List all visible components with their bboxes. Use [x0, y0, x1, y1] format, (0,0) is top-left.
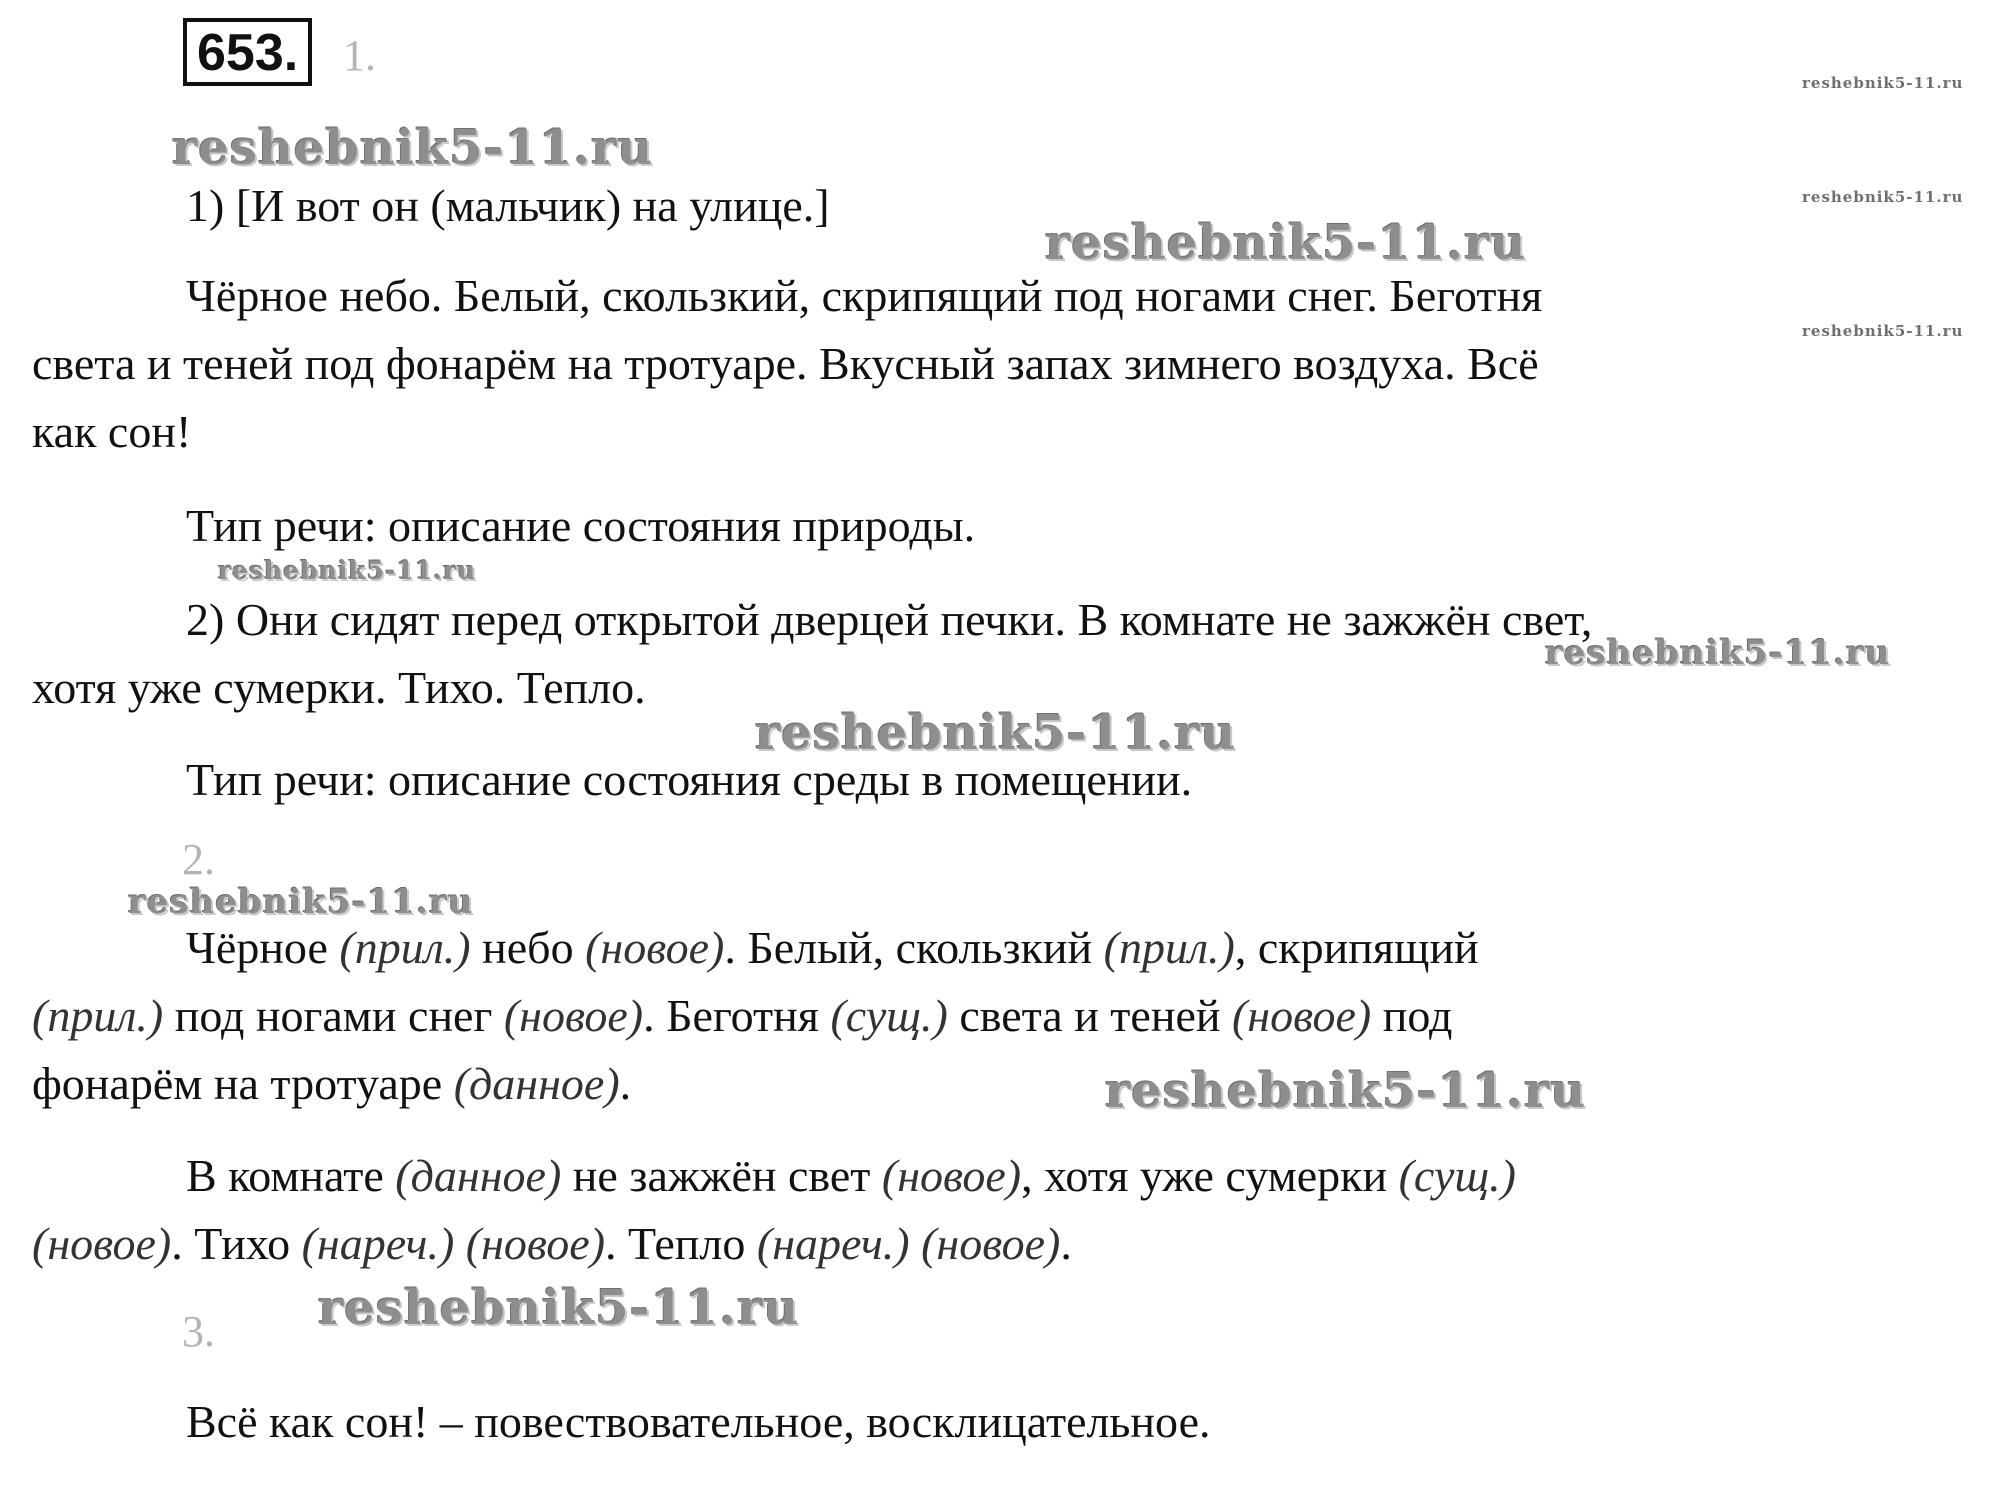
part2-paragraph2 [32, 1142, 1982, 1278]
text-line: света и теней под фонарём на тротуаре. Вкусный запах зимнего воздуха. Всё [32, 338, 1539, 389]
watermark: reshebnik5-11.ru [218, 556, 477, 585]
section-3-label: 3. [182, 1307, 215, 1356]
text-line: Чёрное (прил.) небо (новое). Белый, скользкий (прил.), скрипящий [186, 922, 1479, 973]
part3-line: Всё как сон! – повествовательное, восклицательное. [186, 1396, 1211, 1447]
watermark: reshebnik5-11.ru [318, 1280, 800, 1336]
watermark: reshebnik5-11.ru [128, 882, 474, 922]
section-2-label: 2. [182, 835, 215, 884]
part1-text1 [32, 262, 1982, 466]
exercise-number: 653. [183, 18, 312, 86]
watermark: reshebnik5-11.ru [1045, 215, 1527, 271]
text-line: хотя уже сумерки. Тихо. Тепло. [32, 662, 646, 713]
watermark: reshebnik5-11.ru [1802, 322, 1964, 340]
watermark: reshebnik5-11.ru [1802, 74, 1964, 92]
text-line: (новое). Тихо (нареч.) (новое). Тепло (нареч.) (новое). [32, 1218, 1072, 1269]
part2-paragraph1 [32, 914, 1982, 1118]
watermark: reshebnik5-11.ru [755, 705, 1237, 761]
watermark: reshebnik5-11.ru [172, 120, 654, 176]
text-line: Чёрное небо. Белый, скользкий, скрипящий под ногами снег. Беготня [186, 270, 1543, 321]
watermark: reshebnik5-11.ru [1105, 1063, 1587, 1119]
part1-type2: Тип речи: описание состояния среды в помещении. [186, 754, 1193, 805]
text-line: (прил.) под ногами снег (новое). Беготня (сущ.) света и теней (новое) под [32, 990, 1453, 1041]
part1-type1: Тип речи: описание состояния природы. [186, 500, 976, 551]
text-line: 2) Они сидят перед открытой дверцей печки. В комнате не зажжён свет, [186, 594, 1593, 645]
text-line: как сон! [32, 406, 192, 457]
text-line: фонарём на тротуаре (данное). [32, 1058, 632, 1109]
part1-item1: 1) [И вот он (мальчик) на улице.] [186, 180, 830, 231]
section-1-label: 1. [343, 31, 376, 80]
text-line: В комнате (данное) не зажжён свет (новое), хотя уже сумерки (сущ.) [186, 1150, 1516, 1201]
watermark: reshebnik5-11.ru [1802, 188, 1964, 206]
watermark: reshebnik5-11.ru [1545, 633, 1891, 673]
